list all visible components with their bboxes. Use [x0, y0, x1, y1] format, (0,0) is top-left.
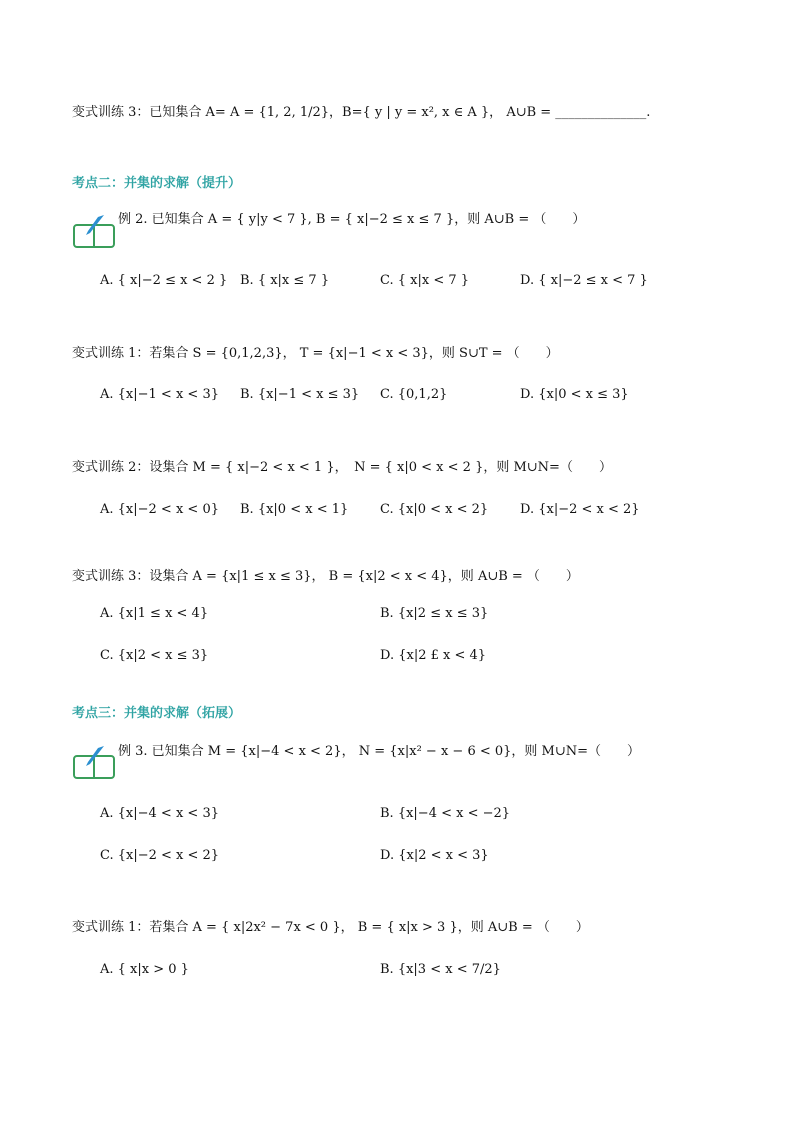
training-1-option-d[interactable]: D. {x|0 < x ≤ 3} [520, 387, 629, 402]
example-2-option-a[interactable]: A. { x|−2 ≤ x < 2 } [100, 273, 228, 288]
training-2-question: 变式训练 2：设集合 M = { x|−2 < x < 1 }， N = { x|0 < x < 2 }，则 M∪N=（ ） [72, 460, 612, 475]
section-3-heading: 考点三：并集的求解（拓展） [72, 706, 242, 721]
training-2-option-b[interactable]: B. {x|0 < x < 1} [240, 502, 349, 517]
training-u1-option-a[interactable]: A. { x|x > 0 } [100, 962, 189, 977]
example-3-option-d[interactable]: D. {x|2 < x < 3} [380, 848, 489, 863]
training-1-option-c[interactable]: C. {0,1,2} [380, 387, 448, 402]
example-2-option-c[interactable]: C. { x|x < 7 } [380, 273, 470, 288]
exercise-3-text: 变式训练 3：已知集合 A= A = {1, 2, 1/2}，B={ y | y = x², x ∈ A }， A∪B = ______________. [72, 105, 651, 120]
example-3-question: 例 3. 已知集合 M = {x|−4 < x < 2}， N = {x|x² − x − 6 < 0}，则 M∪N=（ ） [118, 744, 641, 759]
example-2-option-d[interactable]: D. { x|−2 ≤ x < 7 } [520, 273, 648, 288]
example-2-option-b[interactable]: B. { x|x ≤ 7 } [240, 273, 330, 288]
example-2-question: 例 2. 已知集合 A = { y|y < 7 }, B = { x|−2 ≤ x ≤ 7 }，则 A∪B = （ ） [118, 212, 586, 227]
training-u1-option-b[interactable]: B. {x|3 < x < 7/2} [380, 962, 501, 977]
training-1-option-b[interactable]: B. {x|−1 < x ≤ 3} [240, 387, 360, 402]
exercise-3-set-a [72, 104, 650, 122]
training-3-option-d[interactable]: D. {x|2 £ x < 4} [380, 648, 487, 663]
training-2-option-c[interactable]: C. {x|0 < x < 2} [380, 502, 489, 517]
book-pencil-icon [72, 215, 116, 249]
book-pencil-icon [72, 746, 116, 780]
training-3-option-a[interactable]: A. {x|1 ≤ x < 4} [100, 606, 209, 621]
training-2-option-d[interactable]: D. {x|−2 < x < 2} [520, 502, 640, 517]
example-3-option-a[interactable]: A. {x|−4 < x < 3} [100, 806, 219, 821]
training-2-option-a[interactable]: A. {x|−2 < x < 0} [100, 502, 219, 517]
section-2-heading: 考点二：并集的求解（提升） [72, 176, 242, 191]
training-1-question: 变式训练 1：若集合 S = {0,1,2,3}， T = {x|−1 < x < 3}，则 S∪T = （ ） [72, 346, 559, 361]
example-3-option-c[interactable]: C. {x|−2 < x < 2} [100, 848, 220, 863]
training-3-question: 变式训练 3：设集合 A = {x|1 ≤ x ≤ 3}， B = {x|2 < x < 4}，则 A∪B = （ ） [72, 569, 579, 584]
training-1-option-a[interactable]: A. {x|−1 < x < 3} [100, 387, 219, 402]
example-3-option-b[interactable]: B. {x|−4 < x < −2} [380, 806, 511, 821]
training-3-option-c[interactable]: C. {x|2 < x ≤ 3} [100, 648, 209, 663]
training-u1-question: 变式训练 1：若集合 A = { x|2x² − 7x < 0 }， B = { x|x > 3 }，则 A∪B = （ ） [72, 920, 589, 935]
training-3-option-b[interactable]: B. {x|2 ≤ x ≤ 3} [380, 606, 489, 621]
